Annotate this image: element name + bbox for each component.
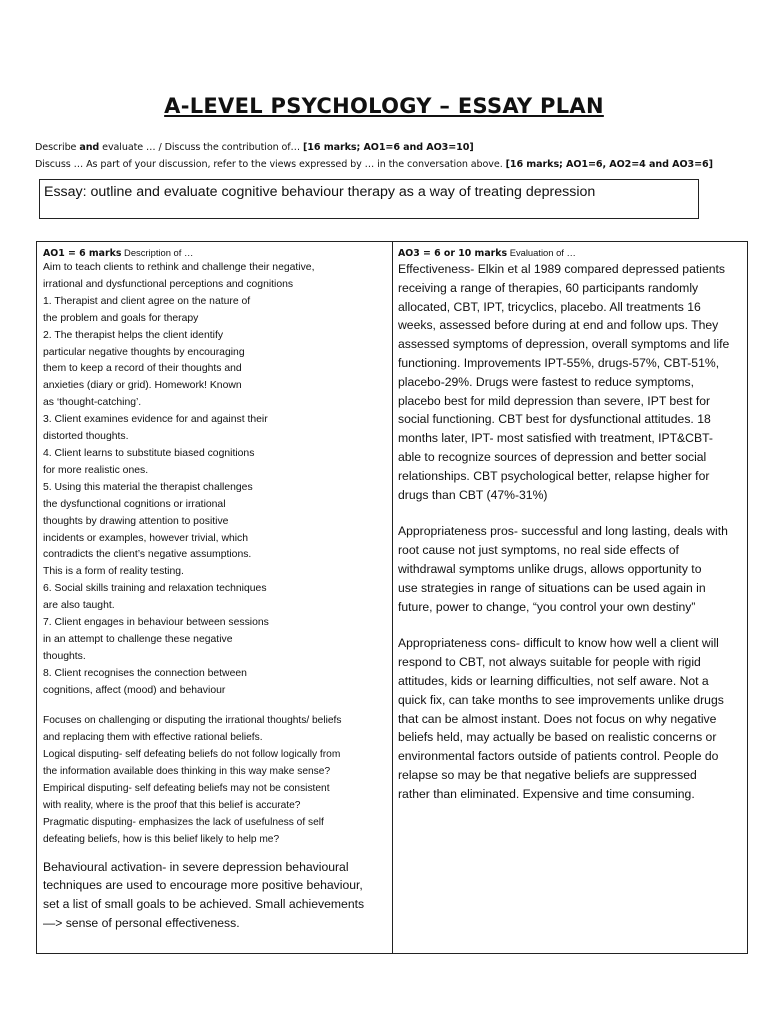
text-line: in an attempt to challenge these negative [43,633,233,645]
text-line: 3. Client examines evidence for and against their [43,414,268,426]
text-line: cognitions, affect (mood) and behaviour [43,684,226,696]
text-line: placebo best for mild depression than severe, IPT best for [398,393,711,408]
text-line: Appropriateness cons- difficult to know how well a client will [398,636,719,651]
text-line: relapse so may be that negative beliefs are suppressed [398,767,697,782]
ao3-header: AO3 = 6 or 10 marks Evaluation of … [398,247,576,259]
text-line: 2. The therapist helps the client identify [43,329,224,341]
page-title: A-LEVEL PSYCHOLOGY – ESSAY PLAN [164,94,604,118]
text-line: assessed symptoms of depression, overall symptoms and life [398,337,730,352]
text-line: —> sense of personal effectiveness. [43,915,240,930]
column-divider [392,242,393,953]
text-line: environmental factors outside of patients control. People do [398,749,719,764]
instruction-text: Describe [35,142,80,153]
text-line: 1. Therapist and client agree on the nature of [43,295,251,307]
instruction-text: Discuss … As part of your discussion, refer to the views expressed by … in the conversation above. [35,159,506,170]
text-line: Appropriateness pros- successful and long lasting, deals with [398,524,728,539]
instruction-marks: [16 marks; AO1=6, AO2=4 and AO3=6] [505,159,713,170]
text-line: the information available does thinking in this way make sense? [43,765,331,777]
text-line: 7. Client engages in behaviour between sessions [43,617,269,629]
text-line: and replacing them with effective rational beliefs. [43,731,263,743]
text-line: drugs than CBT (47%-31%) [398,487,548,502]
text-line: techniques are used to encourage more positive behaviour, [43,878,363,893]
text-line: attitudes, kids or learning difficulties, not self aware. Not a [398,673,709,688]
ao3-pros [398,522,743,616]
ao1-intro [43,260,388,294]
text-line: distorted thoughts. [43,431,129,443]
text-line: particular negative thoughts by encouraging [43,346,245,358]
text-line: Effectiveness- Elkin et al 1989 compared depressed patients [398,262,725,276]
instruction-line-2 [35,158,750,171]
text-line: allocated, CBT, IPT, tricyclics, placebo. All treatments 16 [398,299,701,314]
instruction-marks: [16 marks; AO1=6 and AO3=10] [303,142,474,153]
text-line: anxieties (diary or grid). Homework! Known [43,380,242,392]
text-line: receiving a range of therapies, 60 participants randomly [398,280,699,295]
text-line: weeks, assessed before during at end and follow ups. They [398,318,719,333]
text-line: incidents or examples, however trivial, which [43,532,249,544]
text-line: the dysfunctional cognitions or irrational [43,498,226,510]
text-line: thoughts. [43,650,86,662]
text-line: with reality, where is the proof that this belief is accurate? [43,799,301,811]
ao3-cons [398,634,743,803]
text-line: thoughts by drawing attention to positive [43,515,229,527]
text-line: them to keep a record of their thoughts and [43,363,242,375]
ao3-effectiveness [398,260,743,504]
ao1-header: AO1 = 6 marks Description of … [43,247,194,259]
text-line: rather than eliminated. Expensive and time consuming. [398,786,695,801]
text-line: 5. Using this material the therapist challenges [43,481,253,493]
ao1-steps [43,294,388,700]
text-line: placebo-29%. Drugs were fastest to reduce symptoms, [398,374,695,389]
text-line: functioning. Improvements IPT-55%, drugs-57%, CBT-51%, [398,355,720,370]
text-line: Pragmatic disputing- emphasizes the lack of usefulness of self [43,816,324,828]
ao1-disputing [43,712,388,848]
text-line: irrational and dysfunctional perceptions and cognitions [43,278,294,290]
text-line: contradicts the client’s negative assumptions. [43,549,252,561]
text-line: set a list of small goals to be achieved. Small achievements [43,897,365,912]
text-line: quick fix, can take months to see improvements unlike drugs [398,692,724,707]
text-line: months later, IPT- most satisfied with treatment, IPT&CBT- [398,431,713,446]
essay-question: Essay: outline and evaluate cognitive behaviour therapy as a way of treating depression [44,184,596,200]
instruction-bold: and [79,142,100,153]
text-line: as ‘thought-catching’. [43,397,142,409]
text-line: Aim to teach clients to rethink and challenge their negative, [43,262,315,273]
text-line: for more realistic ones. [43,464,149,476]
text-line: Empirical disputing- self defeating beliefs may not be consistent [43,782,330,794]
instruction-line-1 [35,141,750,154]
text-line: root cause not just symptoms, no real side effects of [398,543,679,558]
text-line: withdrawal symptoms unlike drugs, allows opportunity to [398,561,702,576]
text-line: 4. Client learns to substitute biased cognitions [43,447,255,459]
essay-plan-table [36,241,748,954]
text-line: respond to CBT, not always suitable for people with rigid [398,655,701,670]
essay-question-box [39,179,699,219]
text-line: able to recognize sources of depression and better social [398,449,707,464]
instruction-text: evaluate … / Discuss the contribution of… [99,142,304,153]
text-line: Focuses on challenging or disputing the irrational thoughts/ beliefs [43,714,342,726]
text-line: the problem and goals for therapy [43,312,199,324]
ao1-activation [43,858,388,933]
text-line: This is a form of reality testing. [43,566,184,578]
text-line: Behavioural activation- in severe depression behavioural [43,859,349,874]
text-line: 8. Client recognises the connection between [43,667,247,679]
text-line: are also taught. [43,600,115,612]
ao3-column [398,246,743,804]
text-line: 6. Social skills training and relaxation techniques [43,583,267,595]
text-line: social functioning. CBT best for dysfunctional attitudes. 18 [398,412,711,427]
text-line: Logical disputing- self defeating beliefs do not follow logically from [43,748,341,760]
text-line: defeating beliefs, how is this belief likely to help me? [43,833,280,845]
text-line: use strategies in range of situations can be used again in [398,580,706,595]
text-line: future, power to change, “you control your own destiny” [398,599,696,614]
text-line: beliefs held, may actually be based on realistic concerns or [398,730,717,745]
ao1-column [43,246,388,933]
text-line: that can be almost instant. Does not focus on why negative [398,711,717,726]
text-line: relationships. CBT psychological better, relapse higher for [398,468,710,483]
